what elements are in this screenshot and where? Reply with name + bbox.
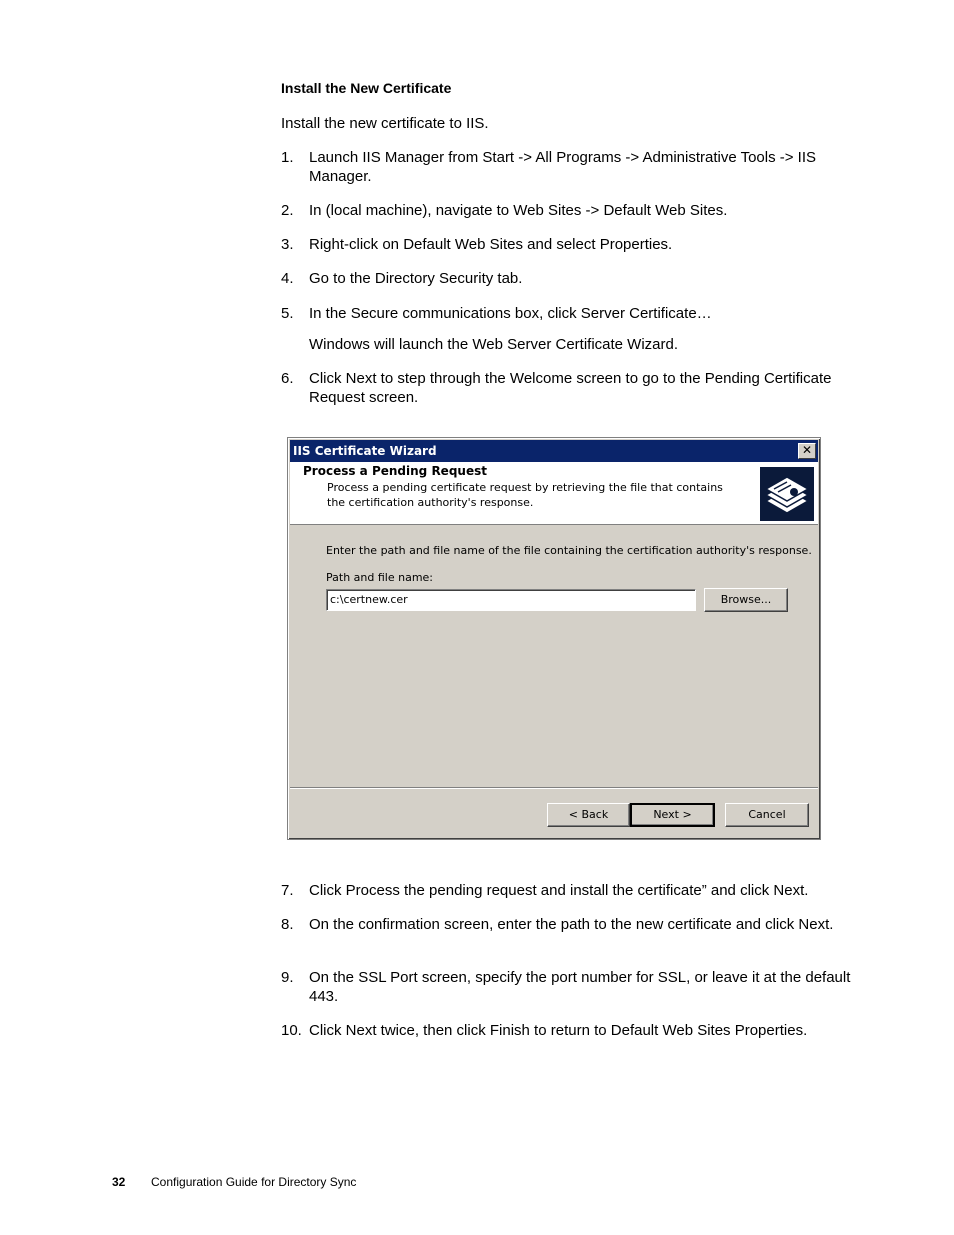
step-text: In the Secure communications box, click Server Certificate… xyxy=(309,305,712,322)
intro-paragraph: Install the new certificate to IIS. xyxy=(281,115,489,132)
step-number: 2. xyxy=(281,202,294,219)
close-icon[interactable]: ✕ xyxy=(798,443,816,459)
step-note: Windows will launch the Web Server Certificate Wizard. xyxy=(309,336,679,353)
step-text: In (local machine), navigate to Web Sites -> Default Web Sites. xyxy=(309,202,728,219)
step-text: Click Process the pending request and install the certificate” and click Next. xyxy=(309,882,809,899)
dialog-divider xyxy=(290,787,818,789)
step-number: 1. xyxy=(281,149,294,166)
dialog-titlebar xyxy=(290,440,818,462)
page-number: 32 xyxy=(112,1175,126,1189)
list-item xyxy=(281,304,851,323)
list-item xyxy=(281,201,851,220)
step-number: 8. xyxy=(281,916,294,933)
step-number: 5. xyxy=(281,305,294,322)
step-text: Right-click on Default Web Sites and select Properties. xyxy=(309,236,673,253)
section-heading: Install the New Certificate xyxy=(281,80,452,96)
panel-description: Process a pending certificate request by retrieving the file that contains the certification authority's response. xyxy=(327,481,723,509)
list-item xyxy=(281,968,851,1006)
browse-button[interactable]: Browse... xyxy=(704,588,788,612)
step-number: 7. xyxy=(281,882,294,899)
step-text: On the confirmation screen, enter the path to the new certificate and click Next. xyxy=(309,916,834,933)
list-item xyxy=(281,269,851,288)
next-button[interactable]: Next > xyxy=(630,803,715,827)
step-number: 4. xyxy=(281,270,294,287)
step-number: 3. xyxy=(281,236,294,253)
cancel-button[interactable]: Cancel xyxy=(725,803,809,827)
back-button[interactable]: < Back xyxy=(547,803,630,827)
step-text: Click Next twice, then click Finish to return to Default Web Sites Properties. xyxy=(309,1022,808,1039)
step-number: 9. xyxy=(281,969,294,986)
list-item xyxy=(281,235,851,254)
step-text: Click Next to step through the Welcome screen to go to the Pending Certificate Request screen. xyxy=(309,370,832,406)
step-number: 10. xyxy=(281,1022,302,1039)
footer-title: Configuration Guide for Directory Sync xyxy=(151,1175,357,1189)
path-label: Path and file name: xyxy=(326,571,434,584)
certificate-icon xyxy=(760,467,814,521)
list-item xyxy=(281,369,851,407)
list-item xyxy=(281,148,851,186)
wizard-dialog-screenshot xyxy=(287,437,821,840)
path-input[interactable]: c:\certnew.cer xyxy=(326,589,696,611)
list-item xyxy=(281,1021,851,1040)
dialog-header-panel xyxy=(290,462,818,525)
dialog-title: IIS Certificate Wizard xyxy=(293,444,437,458)
list-item xyxy=(281,915,851,934)
step-number: 6. xyxy=(281,370,294,387)
step-text: On the SSL Port screen, specify the port number for SSL, or leave it at the default 443. xyxy=(309,969,851,1005)
dialog-instruction: Enter the path and file name of the file containing the certification authority's response. xyxy=(326,544,812,557)
list-item xyxy=(281,881,851,900)
panel-title: Process a Pending Request xyxy=(303,464,487,478)
step-text: Go to the Directory Security tab. xyxy=(309,270,523,287)
step-text: Launch IIS Manager from Start -> All Programs -> Administrative Tools -> IIS Manager. xyxy=(309,149,817,185)
